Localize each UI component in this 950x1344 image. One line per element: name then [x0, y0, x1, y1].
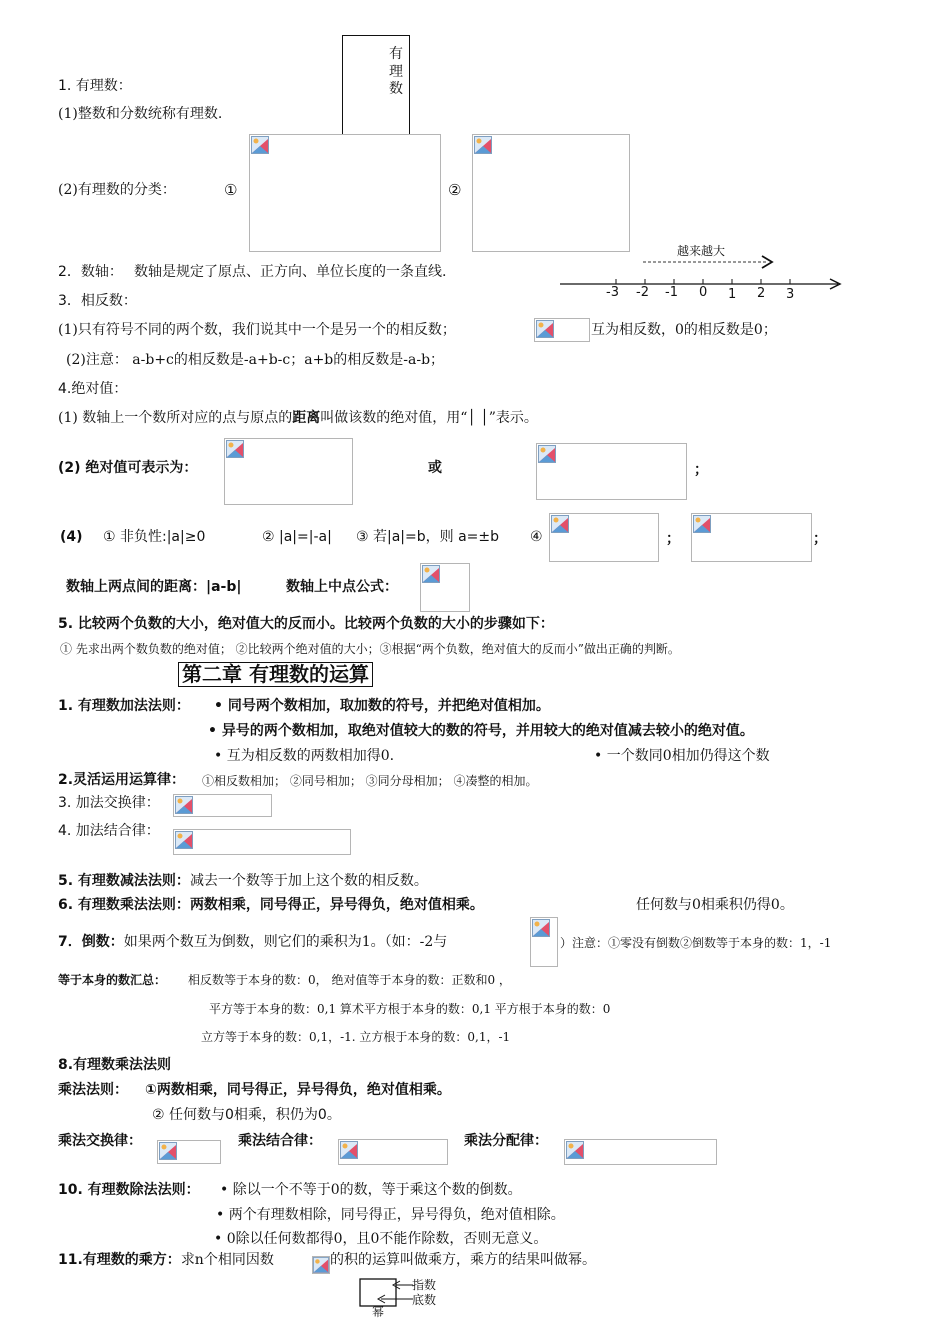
subtraction-rule: 5. 有理数减法法则：减去一个数等于加上这个数的相反数。 — [58, 873, 428, 889]
division-rule-2: • 两个有理数相除，同号得正，异号得负，绝对值相除。 — [216, 1207, 565, 1223]
classification-image-2 — [472, 134, 630, 252]
property-equation: ③ 若|a|=b，则 a=±b — [356, 529, 500, 545]
image-placeholder-icon — [532, 919, 550, 937]
opposite-note: (2)注意： a-b+c的相反数是-a+b-c；a+b的相反数是-a-b； — [66, 352, 445, 368]
power-diagram — [355, 1276, 415, 1310]
power-inline-image — [312, 1256, 330, 1274]
multiplication-zero: 任何数与0相乘积仍得0。 — [636, 897, 794, 913]
opposite-formula-image — [534, 318, 590, 342]
section4-title: 4.绝对值： — [58, 381, 128, 397]
division-rule-title: 10. 有理数除法法则： — [58, 1182, 200, 1198]
self-equal-title: 等于本身的数汇总： — [58, 973, 167, 987]
mult-associative-image — [338, 1139, 448, 1165]
mult-distributive-label: 乘法分配律： — [464, 1133, 548, 1149]
image-placeholder-icon — [693, 515, 711, 533]
tick-label: -2 — [636, 285, 649, 300]
tick-label: 1 — [728, 287, 737, 302]
reciprocal-image — [530, 917, 558, 967]
multiplication-law-label: 乘法法则： — [58, 1082, 128, 1098]
mult-commutative-label: 乘法交换律： — [58, 1133, 142, 1149]
addition-rule-2: • 异号的两个数相加，取绝对值较大的数的符号，并用较大的绝对值减去较小的绝对值。 — [208, 723, 754, 739]
self-equal-line-2: 平方等于本身的数：0,1 算术平方根于本身的数：0,1 平方根于本身的数：0 — [209, 1002, 611, 1016]
mult-distributive-image — [564, 1139, 717, 1165]
rational-definition: (1)整数和分数统称有理数. — [58, 106, 223, 122]
semicolon: ； — [813, 531, 827, 547]
circle-two: ② — [448, 181, 462, 199]
addition-rule-4: • 一个数同0相加仍得这个数 — [594, 748, 770, 764]
image-placeholder-icon — [226, 440, 244, 458]
absolute-image-1 — [224, 438, 353, 505]
exponent-label: 指数 — [412, 1278, 437, 1292]
section2-title: 2．数轴： — [58, 264, 123, 280]
multiplication-law-1: ①两数相乘，同号得正，异号得负，绝对值相乘。 — [145, 1082, 451, 1098]
rational-vertical-label: 有 理 数 — [389, 46, 403, 97]
absolute-expression-label: (2) 绝对值可表示为： — [58, 460, 198, 476]
image-placeholder-icon — [175, 831, 193, 849]
image-placeholder-icon — [313, 1257, 329, 1273]
image-placeholder-icon — [551, 515, 569, 533]
image-placeholder-icon — [536, 320, 554, 338]
semicolon: ； — [666, 531, 680, 547]
self-equal-line-1: 相反数等于本身的数：0， 绝对值等于本身的数：正数和0 ， — [188, 973, 511, 987]
image-placeholder-icon — [251, 136, 269, 154]
or-label: 或 — [428, 460, 442, 476]
property-image-2 — [691, 513, 812, 562]
semicolon: ； — [694, 462, 708, 478]
multiplication-law-2: ② 任何数与0相乘，积仍为0。 — [152, 1107, 341, 1123]
property-4-label: (4) — [60, 529, 83, 545]
reciprocal-note: ）注意：①零没有倒数②倒数等于本身的数：1，-1 — [560, 936, 832, 950]
absolute-definition: (1) 数轴上一个数所对应的点与原点的距离叫做该数的绝对值，用“│ │”表示。 — [58, 410, 538, 426]
reciprocal-def: 7．倒数：如果两个数互为倒数，则它们的乘积为1。（如：-2与 — [58, 934, 448, 950]
property-image-1 — [549, 513, 659, 562]
multiplication-law-title: 8.有理数乘法法则 — [58, 1057, 172, 1073]
mult-commutative-image — [157, 1140, 221, 1164]
addition-associative-title: 4. 加法结合律： — [58, 823, 160, 839]
operation-laws-list: ①相反数相加； ②同号相加； ③同分母相加； ④凑整的相加。 — [202, 774, 538, 788]
addition-commutative-image — [173, 794, 272, 817]
tick-label: 3 — [786, 287, 795, 302]
property-nonnegative: ① 非负性:|a|≥0 — [103, 529, 206, 545]
image-placeholder-icon — [422, 565, 440, 583]
opposite-definition-end: 互为相反数，0的相反数是0； — [591, 322, 777, 338]
image-placeholder-icon — [159, 1142, 177, 1160]
mult-associative-label: 乘法结合律： — [238, 1133, 322, 1149]
power-def: 11.有理数的乘方：求n个相同因数 — [58, 1252, 274, 1268]
section1-title: 1. 有理数： — [58, 78, 132, 94]
division-rule-3: • 0除以任何数都得0，且0不能作除数，否则无意义。 — [214, 1231, 548, 1247]
base-label: 底数 — [412, 1293, 437, 1307]
midpoint-label: 数轴上中点公式： — [286, 579, 398, 595]
image-placeholder-icon — [474, 136, 492, 154]
addition-associative-image — [173, 829, 351, 855]
opposite-definition: (1)只有符号不同的两个数，我们说其中一个是另一个的相反数； — [58, 322, 456, 338]
addition-rule-title: 1. 有理数加法法则： — [58, 698, 190, 714]
section3-title: 3．相反数： — [58, 293, 137, 309]
addition-commutative-title: 3. 加法交换律： — [58, 795, 160, 811]
power-label: 幂 — [372, 1305, 385, 1319]
addition-rule-1: • 同号两个数相加，取加数的符号，并把绝对值相加。 — [214, 698, 550, 714]
absolute-image-2 — [536, 443, 687, 500]
self-equal-line-3: 立方等于本身的数：0,1，-1. 立方根于本身的数：0,1，-1 — [201, 1030, 511, 1044]
compare-steps: ① 先求出两个数负数的绝对值； ②比较两个绝对值的大小；③根据“两个负数，绝对值大的反而小”做出正确的判断。 — [60, 642, 680, 656]
numberline-definition: 数轴是规定了原点、正方向、单位长度的一条直线. — [134, 264, 447, 280]
tick-label: -3 — [606, 285, 619, 300]
chapter2-title: 第二章 有理数的运算 — [178, 662, 373, 687]
numberline-caption: 越来越大 — [677, 244, 726, 258]
property-symmetric: ② |a|=|-a| — [262, 529, 332, 545]
operation-laws-title: 2.灵活运用运算律： — [58, 772, 186, 788]
power-def-end: 的积的运算叫做乘方，乘方的结果叫做幂。 — [330, 1252, 596, 1268]
division-rule-1: • 除以一个不等于0的数，等于乘这个数的倒数。 — [220, 1182, 522, 1198]
midpoint-image — [420, 563, 470, 612]
classification-image-1 — [249, 134, 441, 252]
tick-label: 2 — [757, 286, 766, 301]
addition-rule-3: • 互为相反数的两数相加得0. — [214, 748, 395, 764]
image-placeholder-icon — [566, 1141, 584, 1159]
property-4-circle: ④ — [530, 529, 543, 545]
image-placeholder-icon — [538, 445, 556, 463]
section5-title: 5. 比较两个负数的大小，绝对值大的反而小。比较两个负数的大小的步骤如下： — [58, 616, 554, 632]
tick-label: -1 — [665, 285, 678, 300]
classification-label: (2)有理数的分类： — [58, 182, 176, 198]
multiplication-rule: 6. 有理数乘法法则：两数相乘，同号得正，异号得负，绝对值相乘。 — [58, 897, 484, 913]
image-placeholder-icon — [175, 796, 193, 814]
image-placeholder-icon — [340, 1141, 358, 1159]
tick-label: 0 — [699, 285, 708, 300]
distance-formula: 数轴上两点间的距离：|a-b| — [66, 579, 242, 595]
circle-one: ① — [224, 181, 238, 199]
